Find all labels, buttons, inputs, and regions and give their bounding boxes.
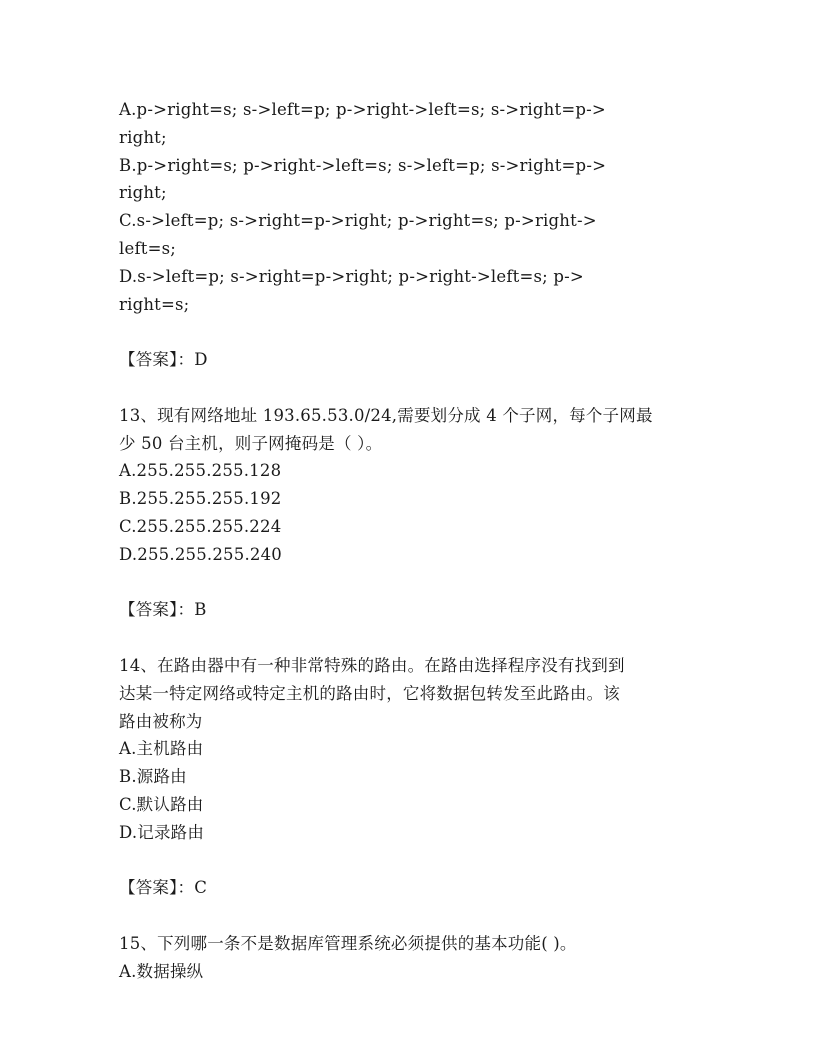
question-stem-line: 路由被称为 [119, 711, 203, 731]
option-line: left=s; [119, 238, 177, 258]
answer-label: 【答案】：C [119, 878, 208, 898]
option-c: C.默认路由 [119, 794, 204, 814]
question-stem-line: 少 50 台主机，则子网掩码是（ ）。 [119, 433, 383, 453]
option-d: D.255.255.255.240 [119, 544, 282, 564]
option-a: A.255.255.255.128 [119, 461, 282, 481]
option-c: C.255.255.255.224 [119, 516, 282, 536]
question-15 [119, 930, 699, 986]
option-line: right; [119, 127, 167, 147]
spacer [119, 902, 699, 930]
option-b: B.255.255.255.192 [119, 489, 282, 509]
option-a: A.数据操纵 [119, 961, 204, 981]
question-content [119, 96, 699, 986]
spacer [119, 569, 699, 597]
option-line: D.s->left=p; s->right=p->right; p->right->left=s; p-> [119, 266, 584, 286]
option-d: D.记录路由 [119, 822, 205, 842]
question-stem-line: 15、下列哪一条不是数据库管理系统必须提供的基本功能( )。 [119, 933, 577, 953]
question-stem-line: 达某一特定网络或特定主机的路由时，它将数据包转发至此路由。该 [119, 683, 620, 703]
option-b: B.源路由 [119, 767, 187, 787]
answer-label: 【答案】：B [119, 600, 207, 620]
option-line: right=s; [119, 294, 190, 314]
option-line: right; [119, 183, 167, 203]
prev-question-options [119, 96, 699, 318]
question-13 [119, 402, 699, 569]
question-stem-line: 14、在路由器中有一种非常特殊的路由。在路由选择程序没有找到到 [119, 655, 625, 675]
option-line: A.p->right=s; s->left=p; p->right->left=s; s->right=p-> [119, 100, 606, 119]
option-line: B.p->right=s; p->right->left=s; s->left=p; s->right=p-> [119, 155, 607, 175]
question-stem-line: 13、现有网络地址 193.65.53.0/24,需要划分成 4 个子网，每个子网最 [119, 405, 653, 425]
spacer [119, 847, 699, 875]
spacer [119, 318, 699, 346]
question-14 [119, 652, 699, 847]
option-a: A.主机路由 [119, 739, 204, 759]
spacer [119, 374, 699, 402]
spacer [119, 624, 699, 652]
option-line: C.s->left=p; s->right=p->right; p->right=s; p->right-> [119, 211, 597, 231]
answer-label: 【答案】：D [119, 350, 208, 370]
